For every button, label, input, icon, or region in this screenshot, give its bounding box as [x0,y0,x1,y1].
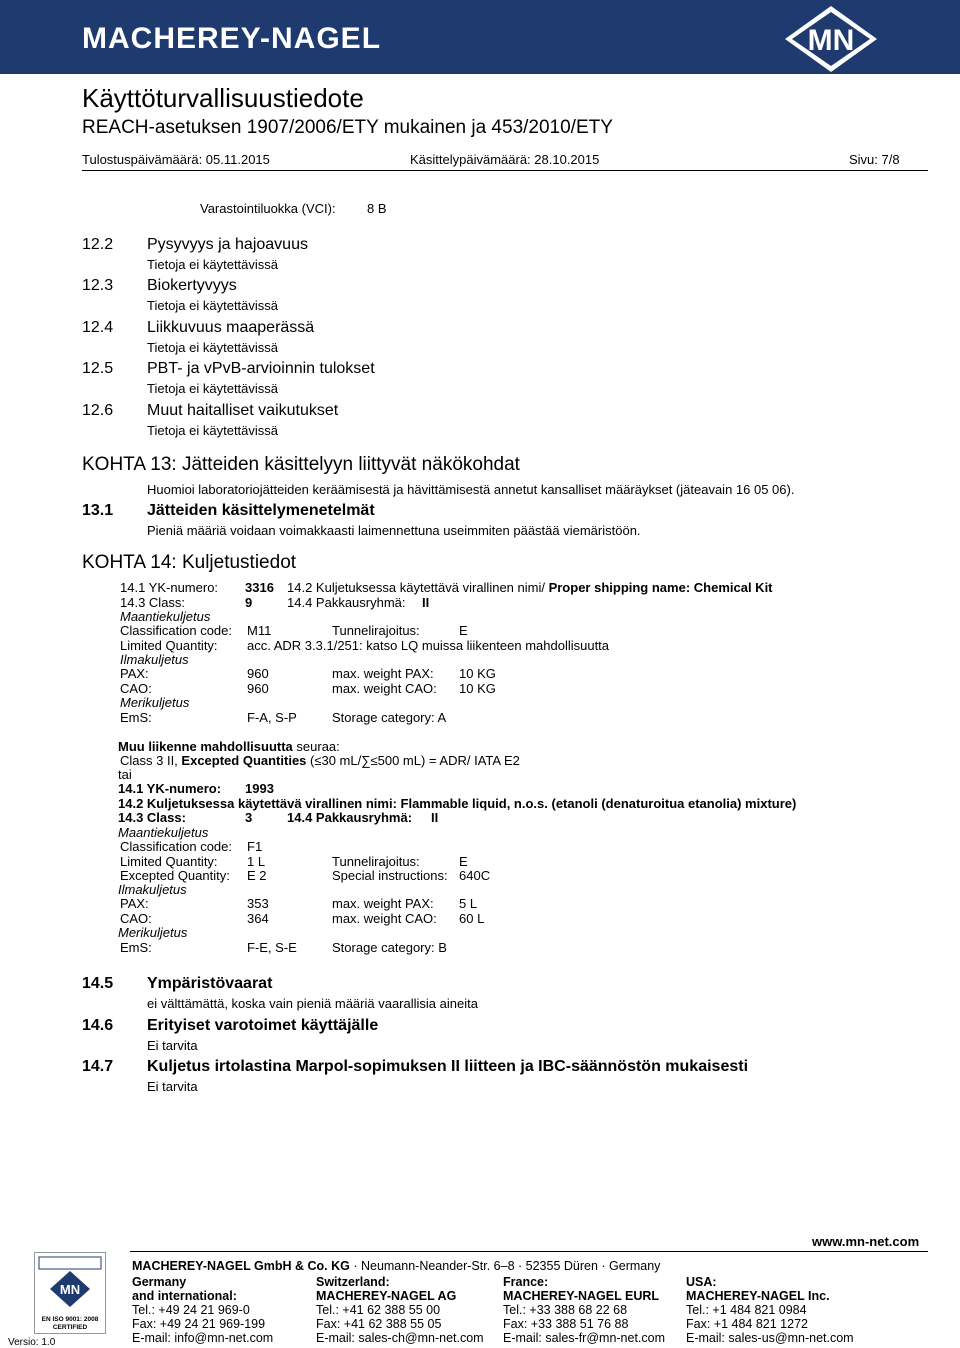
version: Versio: 1.0 [8,1337,56,1348]
document-title: Käyttöturvallisuustiedote [82,83,364,113]
section-text: Ei tarvita [147,1038,198,1053]
footer-col3-email: E-mail: sales-fr@mn-net.com [503,1331,666,1345]
footer-col2-fax: Fax: +41 62 388 55 05 [316,1317,442,1331]
footer-col3-tel: Tel.: +33 388 68 22 68 [503,1303,628,1317]
road-transport: Maantiekuljetus [120,609,211,624]
footer-col3-h2: MACHEREY-NAGEL EURL [503,1289,660,1303]
classification-code-label: Classification code: [120,623,232,638]
section-title: Kuljetus irtolastina Marpol-sopimuksen II liitteen ja IBC-säännöstön mukaisesti [147,1058,749,1075]
processing-date: Käsittelypäivämäärä: 28.10.2015 [410,152,600,167]
un-number-value: 3316 [245,580,274,595]
section-number: 12.3 [82,277,114,294]
road-transport: Maantiekuljetus [118,825,209,840]
excepted-quantity-label: Excepted Quantity: [120,868,230,883]
footer-col3-fax: Fax: +33 388 51 76 88 [503,1317,629,1331]
svg-text:MN: MN [59,1282,81,1297]
footer-col1-tel: Tel.: +49 24 21 969-0 [132,1303,250,1317]
cert-logo-icon [35,1253,105,1311]
section-text: Tietoja ei käytettävissä [147,257,279,272]
section-title: Jätteiden käsittelymenetelmät [147,502,375,519]
classification-code-value: M11 [247,623,272,638]
website: www.mn-net.com [812,1234,920,1249]
section-title: Liikkuvuus maaperässä [147,319,315,336]
pax-label: PAX: [120,896,149,911]
section-text: Tietoja ei käytettävissä [147,340,279,355]
un-number-label: 14.1 YK-numero: [120,580,219,595]
limited-quantity-label: Limited Quantity: [120,854,218,869]
footer-col3-h1: France: [503,1275,549,1289]
shipping-name: 14.2 Kuljetuksessa käytettävä virallinen nimi/ Proper shipping name: Chemical Kit [287,580,773,595]
section-number: 12.2 [82,236,114,253]
storage-category: Storage category: A [332,710,447,725]
storage-value: 8 B [367,201,387,216]
footer-col2-h2: MACHEREY-NAGEL AG [316,1289,457,1303]
footer-col4-email: E-mail: sales-us@mn-net.com [686,1331,854,1345]
document-subtitle: REACH-asetuksen 1907/2006/ETY mukainen ja 453/2010/ETY [82,117,613,138]
max-weight-pax-label: max. weight PAX: [332,666,434,681]
kohta14-title: KOHTA 14: Kuljetustiedot [82,552,297,573]
tunnel-value: E [459,623,468,638]
section-number: 13.1 [82,502,114,519]
class-label: 14.3 Class: [120,595,186,610]
limited-quantity-label: Limited Quantity: [120,638,218,653]
section-text: Pieniä määriä voidaan voimakkaasti laimennettuna useimmiten päästää viemäristöön. [147,523,641,538]
section-number: 12.5 [82,360,114,377]
header-bar [0,0,960,74]
section-number: 12.4 [82,319,114,336]
class-value: 3 [245,810,253,825]
cert-line1: EN ISO 9001: 2008 [41,1316,99,1323]
brand-name: MACHEREY-NAGEL [82,22,382,55]
or-text: tai [118,767,132,782]
ems-label: EmS: [120,940,152,955]
section-title: PBT- ja vPvB-arvioinnin tulokset [147,360,375,377]
section-text: Tietoja ei käytettävissä [147,423,279,438]
classification-code-value: F1 [247,839,263,854]
footer-col1-email: E-mail: info@mn-net.com [132,1331,274,1345]
un-number-value: 1993 [245,781,274,796]
kohta13-note: Huomioi laboratoriojätteiden keräämisestä ja hävittämisestä annetut kansalliset määräykset (jäteavain 16 05 06). [147,482,795,497]
sea-transport: Merikuljetus [120,695,190,710]
section-text: Tietoja ei käytettävissä [147,381,279,396]
class3-excepted: Class 3 II, Excepted Quantities (≤30 mL/∑≤500 mL) = ADR/ IATA E2 [120,753,520,768]
cao-value: 364 [247,911,269,926]
other-transport-intro: Muu liikenne mahdollisuutta seuraa: [118,739,340,754]
max-weight-pax-value: 10 KG [459,666,496,681]
cao-label: CAO: [120,911,152,926]
max-weight-cao-label: max. weight CAO: [332,681,437,696]
un-number-label: 14.1 YK-numero: [118,781,222,796]
max-weight-pax-label: max. weight PAX: [332,896,434,911]
storage-category: Storage category: B [332,940,447,955]
excepted-quantity-value: E 2 [247,868,267,883]
section-text: Tietoja ei käytettävissä [147,298,279,313]
section-text: ei välttämättä, koska vain pieniä määriä vaarallisia aineita [147,996,478,1011]
footer-col2-email: E-mail: sales-ch@mn-net.com [316,1331,484,1345]
certification-seal [34,1252,106,1334]
cao-label: CAO: [120,681,152,696]
section-title: Pysyvyys ja hajoavuus [147,236,308,253]
class-value: 9 [245,595,253,610]
max-weight-pax-value: 5 L [459,896,478,911]
ems-value: F-E, S-E [247,940,297,955]
footer-col2-h1: Switzerland: [316,1275,390,1289]
print-date: Tulostuspäivämäärä: 05.11.2015 [82,152,270,167]
footer-col4-h1: USA: [686,1275,717,1289]
tunnel-value: E [459,854,468,869]
classification-code-label: Classification code: [120,839,232,854]
footer-col2-tel: Tel.: +41 62 388 55 00 [316,1303,441,1317]
footer-col4-h2: MACHEREY-NAGEL Inc. [686,1289,830,1303]
section-title: Erityiset varotoimet käyttäjälle [147,1017,379,1034]
air-transport: Ilmakuljetus [120,652,189,667]
section-number: 14.5 [82,975,114,992]
footer-rule [130,1251,928,1252]
section-number: 14.7 [82,1058,114,1075]
pax-value: 353 [247,896,269,911]
limited-quantity-value: 1 L [247,854,266,869]
shipping-name: 14.2 Kuljetuksessa käytettävä virallinen nimi: Flammable liquid, n.o.s. (etanoli (denaturoitua etanolia) mixture) [118,796,797,811]
tunnel-label: Tunnelirajoitus: [332,854,420,869]
logo-text: MN [807,24,855,57]
ems-label: EmS: [120,710,152,725]
sea-transport: Merikuljetus [118,925,188,940]
special-instructions-label: Special instructions: [332,868,448,883]
limited-quantity-value: acc. ADR 3.3.1/251: katso LQ muissa liikenteen mahdollisuutta [247,638,610,653]
section-title: Biokertyvyys [147,277,237,294]
max-weight-cao-label: max. weight CAO: [332,911,437,926]
cert-line2: CERTIFIED [52,1324,88,1331]
footer-col4-fax: Fax: +1 484 821 1272 [686,1317,808,1331]
section-title: Muut haitalliset vaikutukset [147,402,339,419]
footer-col1-fax: Fax: +49 24 21 969-199 [132,1317,266,1331]
tunnel-label: Tunnelirajoitus: [332,623,420,638]
max-weight-cao-value: 10 KG [459,681,496,696]
packing-group-value: II [431,810,439,825]
pax-label: PAX: [120,666,149,681]
footer-col1-h2: and international: [132,1289,237,1303]
section-title: Ympäristövaarat [147,975,273,992]
ems-value: F-A, S-P [247,710,297,725]
packing-group-value: II [422,595,430,610]
company-line: MACHEREY-NAGEL GmbH & Co. KG · Neumann-Neander-Str. 6–8 · 52355 Düren · Germany [132,1259,661,1273]
max-weight-cao-value: 60 L [459,911,485,926]
kohta13-title: KOHTA 13: Jätteiden käsittelyyn liittyvät näkökohdat [82,454,520,475]
footer-col4-tel: Tel.: +1 484 821 0984 [686,1303,807,1317]
special-instructions-value: 640C [459,868,491,883]
air-transport: Ilmakuljetus [118,882,187,897]
storage-label: Varastointiluokka (VCI): [200,201,336,216]
section-number: 12.6 [82,402,114,419]
cao-value: 960 [247,681,269,696]
header-rule [82,170,928,171]
footer-col1-h1: Germany [132,1275,187,1289]
pax-value: 960 [247,666,269,681]
section-text: Ei tarvita [147,1079,198,1094]
class-label: 14.3 Class: [118,810,186,825]
page-number: Sivu: 7/8 [849,152,900,167]
section-number: 14.6 [82,1017,114,1034]
packing-group-label: 14.4 Pakkausryhmä: [287,810,413,825]
mn-logo [782,4,880,74]
packing-group-label: 14.4 Pakkausryhmä: [287,595,406,610]
